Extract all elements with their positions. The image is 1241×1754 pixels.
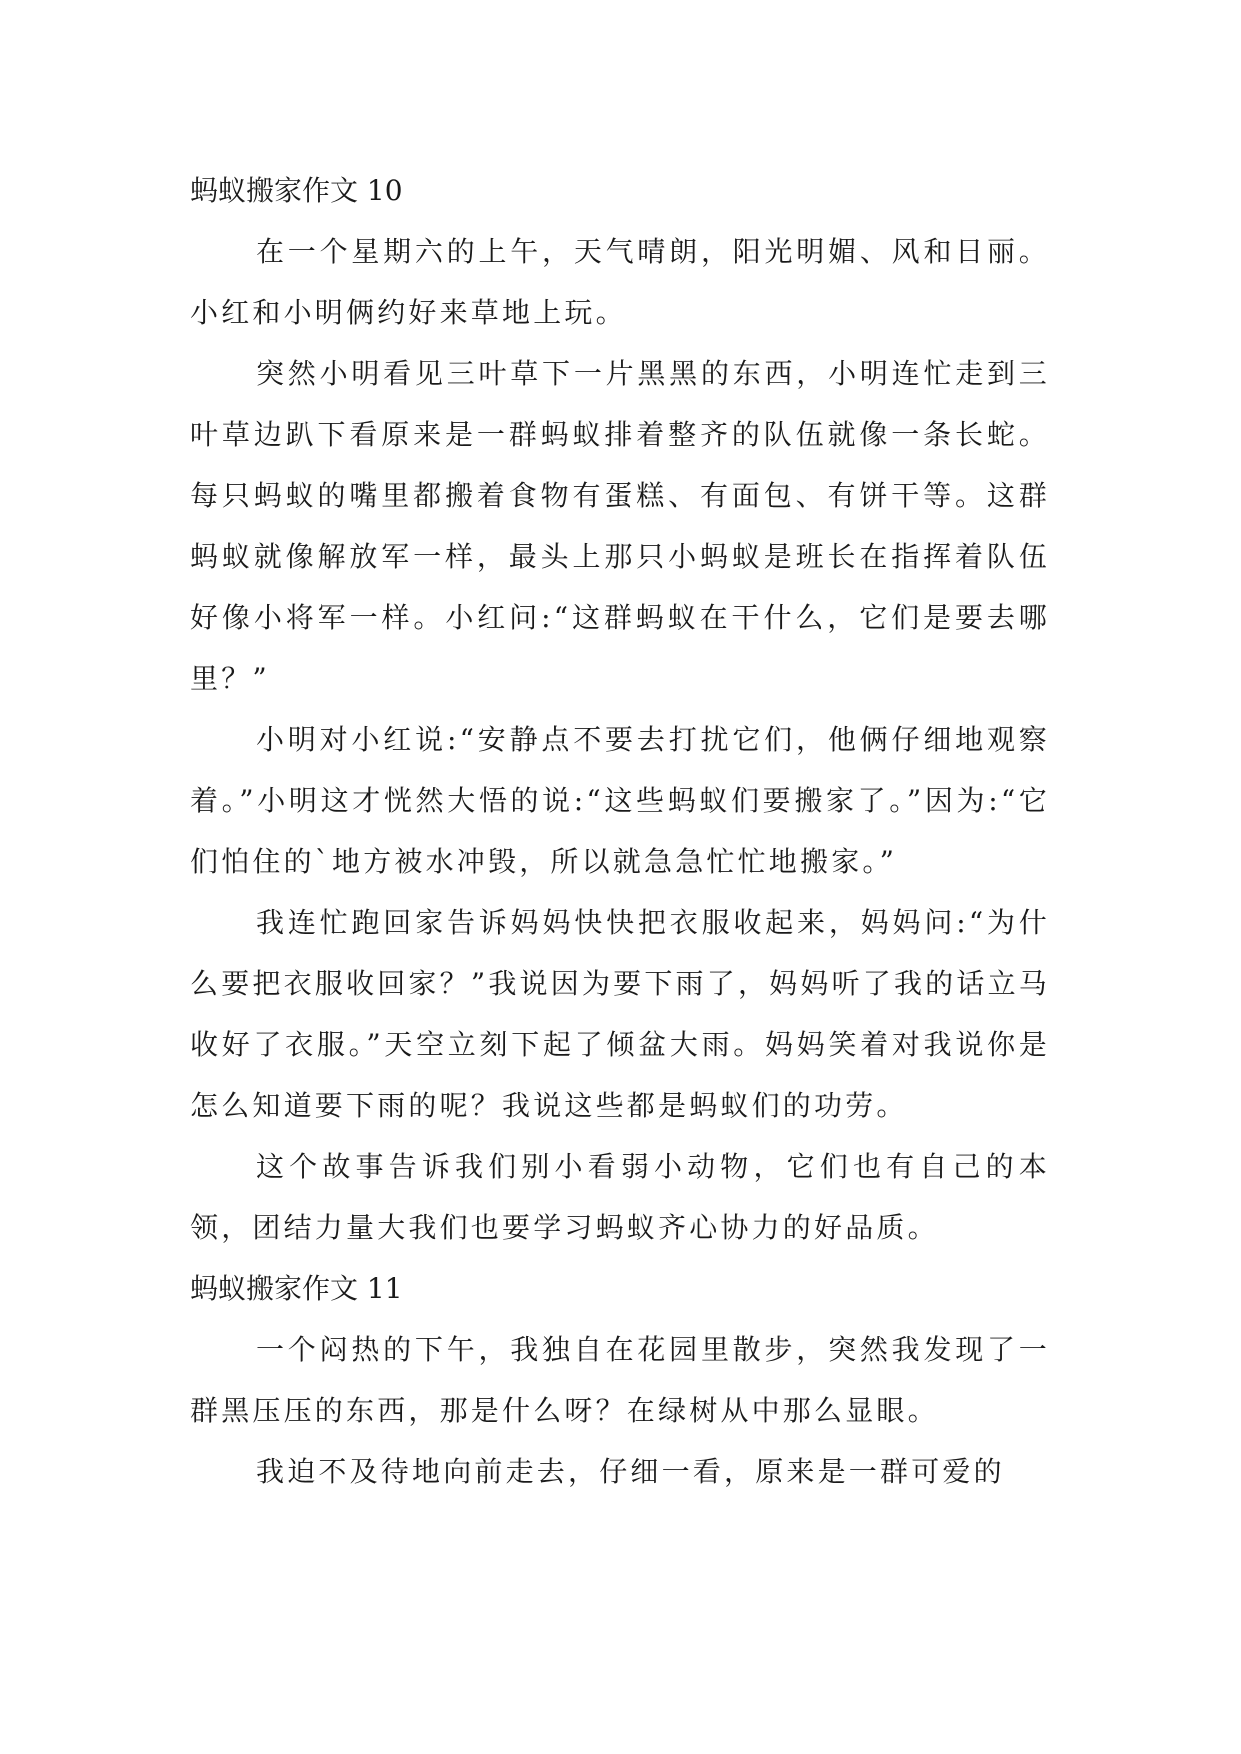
essay-10-title: 蚂蚁搬家作文 10	[190, 174, 403, 207]
essay-11-title: 蚂蚁搬家作文 11	[190, 1272, 403, 1305]
essay-11-paragraph-2: 我迫不及待地向前走去，仔细一看，原来是一群可爱的	[256, 1455, 1005, 1488]
essay-11-paragraph-1: 一个闷热的下午，我独自在花园里散步，突然我发现了一群黑压压的东西，那是什么呀？在绿树从中那么显眼。	[190, 1333, 1050, 1427]
essay-10-paragraph-4: 我连忙跑回家告诉妈妈快快把衣服收起来，妈妈问:“为什么要把衣服收回家？”我说因为要下雨了，妈妈听了我的话立马收好了衣服。”天空立刻下起了倾盆大雨。妈妈笑着对我说你是怎么知道要下雨的呢？我说这些都是蚂蚁们的功劳。	[190, 906, 1050, 1122]
document-body	[190, 160, 1050, 1502]
essay-10-paragraph-5: 这个故事告诉我们别小看弱小动物，它们也有自己的本领，团结力量大我们也要学习蚂蚁齐心协力的好品质。	[190, 1150, 1050, 1244]
essay-10-paragraph-2: 突然小明看见三叶草下一片黑黑的东西，小明连忙走到三叶草边趴下看原来是一群蚂蚁排着整齐的队伍就像一条长蛇。每只蚂蚁的嘴里都搬着食物有蛋糕、有面包、有饼干等。这群蚂蚁就像解放军一样，最头上那只小蚂蚁是班长在指挥着队伍好像小将军一样。小红问:“这群蚂蚁在干什么，它们是要去哪里？”	[190, 357, 1050, 695]
essay-10-paragraph-1: 在一个星期六的上午，天气晴朗，阳光明媚、风和日丽。小红和小明俩约好来草地上玩。	[190, 235, 1050, 329]
essay-10-paragraph-3: 小明对小红说:“安静点不要去打扰它们，他俩仔细地观察着。”小明这才恍然大悟的说:“这些蚂蚁们要搬家了。”因为:“它们怕住的`地方被水冲毁，所以就急急忙忙地搬家。”	[190, 723, 1050, 878]
